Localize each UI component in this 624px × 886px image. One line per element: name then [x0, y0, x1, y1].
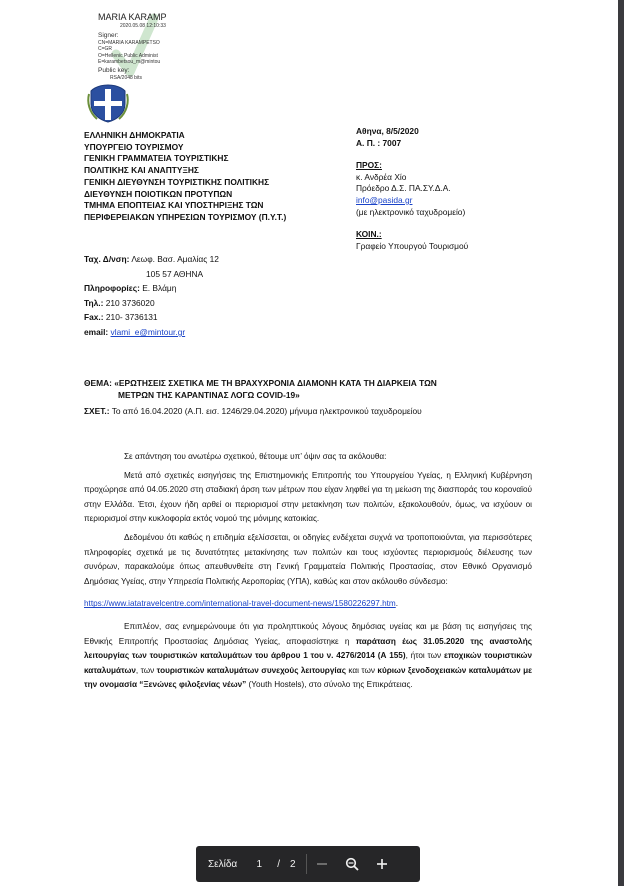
contact-info [84, 252, 219, 340]
header-line: ΓΕΝΙΚΗ ΓΡΑΜΜΑΤΕΙΑ ΤΟΥΡΙΣΤΙΚΗΣ [84, 153, 229, 164]
subject-block [84, 378, 532, 418]
to-email-link[interactable]: info@pasida.gr [356, 194, 413, 205]
header-line: ΓΕΝΙΚΗ ΔΙΕΥΘΥΝΣΗ ΤΟΥΡΙΣΤΙΚΗΣ ΠΟΛΙΤΙΚΗΣ [84, 176, 270, 187]
para4-bold: παράταση έως 31.05.2020 της αναστολής λειτουργίας των τουριστικών καταλυμάτων του άρθρου 1 του ν. 4276/2014 (Α 155) [84, 636, 532, 661]
link-suffix: . [395, 599, 399, 609]
fax-value: 210- 3736131 [105, 312, 158, 323]
header-line: ΠΕΡΙΦΕΡΕΙΑΚΩΝ ΥΠΗΡΕΣΙΩΝ ΤΟΥΡΙΣΜΟΥ (Π.Υ.Τ.) [84, 211, 287, 222]
page-separator: / [277, 858, 280, 870]
para4-bold: τουριστικών καταλυμάτων συνεχούς λειτουργίας [156, 665, 346, 675]
address-line2: 105 57 ΑΘΗΝΑ [146, 268, 204, 279]
cc-label: ΚΟΙΝ.: [356, 229, 382, 240]
tel-value: 210 3736020 [105, 297, 155, 308]
zoom-in-button[interactable] [367, 846, 397, 882]
plus-icon [376, 858, 388, 870]
greek-emblem-icon [86, 82, 130, 124]
paragraph-intro: Σε απάντηση του ανωτέρω σχετικού, θέτουμε υπ’ όψιν σας τα ακόλουθα: [124, 452, 387, 461]
para4-bold: κύριων ξενοδοχειακών καταλυμάτων με την ονομασία “Ξενώνες φιλοξενίας νέων” [84, 665, 532, 690]
email-label: email: [84, 326, 109, 337]
letter-body [84, 450, 532, 693]
fit-zoom-button[interactable] [337, 846, 367, 882]
signature-public-key-value: RSA/2048 bits [110, 75, 142, 82]
signature-date: 2020.05.08 12:10:33 [120, 23, 166, 29]
subject-line1: «ΕΡΩΤΗΣΕΙΣ ΣΧΕΤΙΚΑ ΜΕ ΤΗ ΒΡΑΧΥΧΡΟΝΙΑ ΔΙΑΜΟΝΗ ΚΑΤΑ ΤΗ ΔΙΑΡΚΕΙΑ ΤΩΝ [114, 378, 437, 388]
address-label: Ταχ. Δ/νση: [84, 254, 130, 264]
para4-text: , των [135, 665, 157, 675]
header-line: ΠΟΛΙΤΙΚΗΣ ΚΑΙ ΑΝΑΠΤΥΞΗΣ [84, 165, 199, 176]
iata-link[interactable]: https://www.iatatravelcentre.com/international-travel-document-news/1580226297.htm [84, 599, 396, 609]
recipient-block [356, 126, 468, 252]
digital-signature [98, 12, 167, 81]
header-line: ΕΛΛΗΝΙΚΗ ΔΗΜΟΚΡΑΤΙΑ [84, 130, 185, 140]
to-note: (με ηλεκτρονικό ταχυδρομείο) [356, 206, 466, 217]
scrollbar[interactable] [618, 0, 624, 886]
current-page-input[interactable]: 1 [256, 858, 262, 870]
paragraph-guidance: Δεδομένου ότι καθώς η επιδημία εξελίσσεται, οι οδηγίες ενδέχεται συχνά να τροποποιούνται, για περισσότερες πληροφορίες σχετικά με τις δυνατότητες μετακίνησης των πολιτών και τους ισχύοντες περιορισμούς διέλευσης των συνόρων, παρακαλούμε όπως απευθυνθείτε στη Γενική Γραμματεία Πολιτικής Προστασίας, στον Εθνικό Οργανισμό Δημόσιας Υγείας, στην Υπηρεσία Πολιτικής Αεροπορίας (ΥΠΑ), καθώς και στον ακόλουθο σύνδεσμο: [84, 532, 532, 586]
to-name: κ. Ανδρέα Χίο [356, 171, 407, 182]
total-pages: 2 [290, 858, 296, 870]
info-label: Πληροφορίες: [84, 283, 140, 294]
ref-label: ΣΧΕΤ.: [84, 406, 110, 417]
signature-cn: CN=MARIA KARAMPETSO [98, 40, 160, 47]
header-line: ΥΠΟΥΡΓΕΙΟ ΤΟΥΡΙΣΜΟΥ [84, 141, 184, 152]
minus-icon [316, 858, 328, 870]
signature-e: E=karambetsou_m@mintou [98, 58, 161, 65]
authority-header [84, 130, 286, 224]
page-label: Σελίδα [208, 858, 238, 870]
zoom-out-button[interactable] [307, 846, 337, 882]
signature-name: MARIA KARAMP [98, 12, 167, 22]
para4-text: και των [345, 665, 378, 675]
protocol-number: Α. Π. : 7007 [356, 137, 402, 148]
ref-text: Το από 16.04.2020 (Α.Π. εισ. 1246/29.04.2020) μήνυμα ηλεκτρονικού ταχυδρομείου [111, 406, 422, 417]
para4-text: Επιπλέον, σας ενημερώνουμε ότι για προληπτικούς λόγους δημόσιας υγείας και με βάση τις εισηγήσεις της Εθνικής Επιτροπής Προστασίας Δημόσιας Υγείας, αποφασίστηκε η [84, 621, 532, 646]
info-value: Ε. Βλάμη [142, 283, 177, 294]
subject-line2: ΜΕΤΡΩΝ ΤΗΣ ΚΑΡΑΝΤΙΝΑΣ ΛΟΓΩ COVID-19» [118, 389, 300, 400]
tel-label: Τηλ.: [84, 297, 104, 308]
to-title: Πρόεδρο Δ.Σ. ΠΑ.ΣΥ.Δ.Α. [356, 183, 451, 194]
signature-o: O=Hellenic Public Administ [98, 52, 158, 59]
pdf-toolbar [196, 846, 420, 882]
signature-public-key-label: Public key: [98, 67, 130, 75]
signature-signer-label: Signer: [98, 32, 119, 40]
header-line: ΤΜΗΜΑ ΕΠΟΠΤΕΙΑΣ ΚΑΙ ΥΠΟΣΤΗΡΙΞΗΣ ΤΩΝ [84, 200, 264, 211]
paragraph-measures: Μετά από σχετικές εισηγήσεις της Επιστημονικής Επιτροπής του Υπουργείου Υγείας, η Ελληνική Κυβέρνηση προχώρησε από 04.05.2020 στη σταδιακή άρση των μέτρων που είχαν ληφθεί για τη μείωση της διασποράς του κοροναϊού στην Ελλάδα. Έτσι, έχουν ήδη αρθεί οι περιορισμοί στην μετακίνηση των πολιτών, εξακολουθούν, όμως, να ισχύουν οι περιορισμοί στην κυκλοφορία εκτός νομού της μόνιμης κατοικίας. [84, 470, 532, 524]
para4-text: (Youth Hostels), στο σύνολο της Επικράτειας. [246, 680, 413, 690]
cc-value: Γραφείο Υπουργού Τουρισμού [356, 240, 469, 251]
date-place: Αθηνα, 8/5/2020 [356, 126, 419, 136]
para4-bold: εποχικών τουριστικών καταλυμάτων [84, 651, 533, 675]
para4-text: , ήτοι των [405, 651, 444, 661]
subject-label: ΘΕΜΑ: [84, 378, 112, 388]
signature-c: C=GR [98, 46, 113, 53]
address-line1: Λεωφ. Βασ. Αμαλίας 12 [131, 254, 219, 264]
contact-email-link[interactable]: vlami_e@mintour.gr [110, 326, 186, 337]
magnifier-icon [345, 857, 359, 871]
header-line: ΔΙΕΥΘΥΝΣΗ ΠΟΙΟΤΙΚΩΝ ΠΡΟΤΥΠΩΝ [84, 188, 233, 199]
paragraph-suspension [84, 620, 532, 693]
fax-label: Fax.: [84, 312, 104, 323]
to-label: ΠΡΟΣ: [356, 160, 382, 171]
